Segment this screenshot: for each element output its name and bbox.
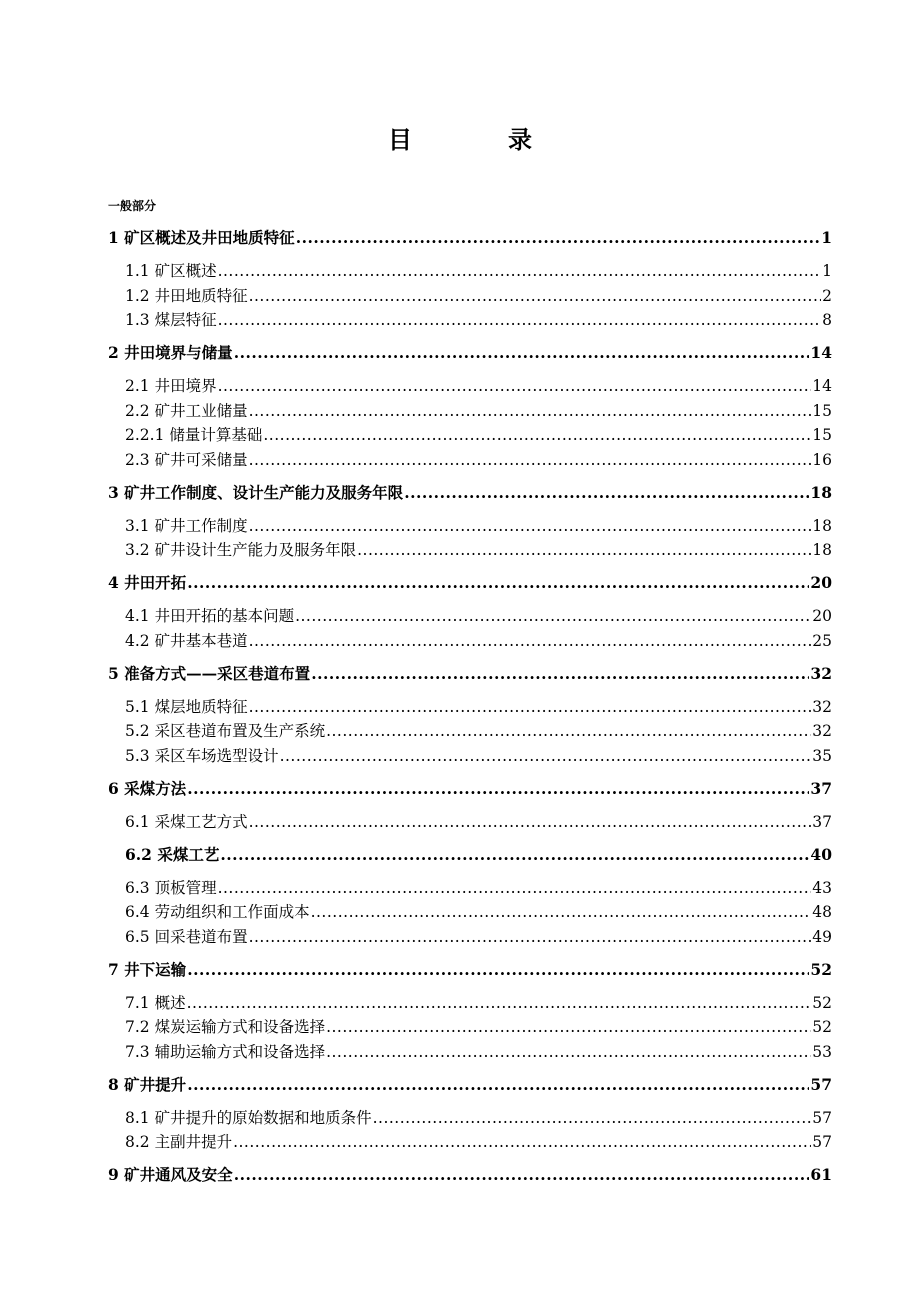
toc-section[interactable] bbox=[108, 538, 832, 563]
toc-label: 7 井下运输 bbox=[108, 959, 187, 979]
toc-label: 4.2 矿井基本巷道 bbox=[125, 631, 248, 650]
toc-section[interactable] bbox=[108, 810, 832, 835]
toc-label: 5.1 煤层地质特征 bbox=[125, 697, 248, 716]
leader-dots bbox=[249, 925, 812, 950]
toc-label: 1.3 煤层特征 bbox=[125, 311, 217, 329]
leader-dots bbox=[187, 1073, 809, 1098]
toc-page-number: 43 bbox=[812, 878, 832, 897]
toc-label: 2.3 矿井可采储量 bbox=[125, 450, 248, 469]
toc-label: 1.1 矿区概述 bbox=[125, 262, 217, 280]
toc-label: 6 采煤方法 bbox=[108, 778, 187, 798]
leader-dots bbox=[404, 481, 809, 506]
toc-chapter-9[interactable] bbox=[108, 1163, 832, 1188]
toc-page-number: 18 bbox=[810, 482, 832, 502]
leader-dots bbox=[311, 662, 809, 687]
leader-dots bbox=[234, 1163, 810, 1188]
toc-section[interactable] bbox=[108, 876, 832, 901]
toc-section[interactable] bbox=[108, 1040, 832, 1065]
toc-page-number: 49 bbox=[812, 927, 832, 946]
toc-page-number: 18 bbox=[812, 541, 832, 559]
toc-chapter-6[interactable] bbox=[108, 777, 832, 802]
leader-dots bbox=[357, 538, 811, 563]
leader-dots bbox=[263, 423, 811, 448]
toc-page-number: 53 bbox=[812, 1042, 832, 1061]
table-of-contents bbox=[108, 226, 832, 1188]
toc-label: 5 准备方式——采区巷道布置 bbox=[108, 663, 311, 683]
toc-page-number: 20 bbox=[812, 607, 832, 625]
toc-page-number: 40 bbox=[810, 844, 832, 864]
toc-page-number: 37 bbox=[810, 778, 832, 798]
toc-page-number: 57 bbox=[810, 1074, 832, 1094]
leader-dots bbox=[249, 399, 812, 424]
toc-page-number: 1 bbox=[821, 228, 832, 247]
toc-page-number: 32 bbox=[812, 697, 832, 716]
toc-label: 7.1 概述 bbox=[125, 993, 186, 1012]
toc-section[interactable] bbox=[108, 374, 832, 399]
leader-dots bbox=[249, 810, 812, 835]
toc-section[interactable] bbox=[108, 900, 832, 925]
toc-section[interactable] bbox=[108, 308, 832, 333]
toc-page-number: 35 bbox=[812, 746, 832, 765]
toc-page-number: 52 bbox=[812, 1018, 832, 1036]
leader-dots bbox=[373, 1106, 812, 1131]
toc-section[interactable] bbox=[108, 284, 832, 309]
toc-page-number: 15 bbox=[812, 426, 832, 444]
toc-page-number: 32 bbox=[812, 722, 832, 740]
toc-page-number: 52 bbox=[810, 959, 832, 979]
leader-dots bbox=[326, 1040, 811, 1065]
leader-dots bbox=[218, 876, 812, 901]
toc-section[interactable] bbox=[108, 1130, 832, 1155]
toc-page-number: 37 bbox=[812, 812, 832, 831]
leader-dots bbox=[326, 719, 811, 744]
leader-dots bbox=[234, 341, 810, 366]
leader-dots bbox=[187, 958, 809, 983]
toc-section[interactable] bbox=[108, 448, 832, 473]
toc-label: 8 矿井提升 bbox=[108, 1074, 187, 1094]
toc-section[interactable] bbox=[108, 629, 832, 654]
leader-dots bbox=[295, 604, 811, 629]
leader-dots bbox=[218, 374, 812, 399]
toc-section[interactable] bbox=[108, 719, 832, 744]
toc-label: 7.2 煤炭运输方式和设备选择 bbox=[125, 1018, 326, 1036]
leader-dots bbox=[296, 226, 821, 251]
toc-section[interactable] bbox=[108, 1015, 832, 1040]
toc-label: 6.5 回采巷道布置 bbox=[125, 927, 248, 946]
toc-page-number: 15 bbox=[812, 401, 832, 420]
toc-chapter-1[interactable] bbox=[108, 226, 832, 251]
toc-page-number: 8 bbox=[822, 311, 832, 329]
toc-section[interactable] bbox=[108, 695, 832, 720]
leader-dots bbox=[326, 1015, 811, 1040]
section-label: 一般部分 bbox=[108, 199, 157, 213]
toc-page-number: 14 bbox=[812, 377, 832, 395]
toc-page-number: 16 bbox=[812, 450, 832, 469]
leader-dots bbox=[249, 629, 812, 654]
toc-label: 2.2.1 储量计算基础 bbox=[125, 426, 263, 444]
leader-dots bbox=[280, 744, 812, 769]
leader-dots bbox=[187, 991, 812, 1016]
toc-label: 5.3 采区车场选型设计 bbox=[125, 746, 279, 765]
leader-dots bbox=[233, 1130, 811, 1155]
toc-page-number: 52 bbox=[812, 993, 832, 1012]
toc-section[interactable] bbox=[108, 259, 832, 284]
toc-chapter-5[interactable] bbox=[108, 662, 832, 687]
toc-page-number: 57 bbox=[812, 1133, 832, 1151]
leader-dots bbox=[249, 514, 812, 539]
leader-dots bbox=[249, 448, 812, 473]
leader-dots bbox=[187, 571, 809, 596]
toc-label: 8.2 主副井提升 bbox=[125, 1133, 233, 1151]
toc-label: 2 井田境界与储量 bbox=[108, 343, 233, 362]
toc-page-number: 57 bbox=[812, 1108, 832, 1127]
toc-label: 8.1 矿井提升的原始数据和地质条件 bbox=[125, 1108, 372, 1127]
toc-page-number: 18 bbox=[812, 516, 832, 535]
toc-label: 7.3 辅助运输方式和设备选择 bbox=[125, 1042, 326, 1061]
toc-section[interactable] bbox=[108, 744, 832, 769]
toc-page-number: 48 bbox=[812, 903, 832, 921]
toc-label: 4.1 井田开拓的基本问题 bbox=[125, 607, 295, 625]
leader-dots bbox=[218, 308, 822, 333]
toc-section[interactable] bbox=[108, 604, 832, 629]
toc-label: 5.2 采区巷道布置及生产系统 bbox=[125, 722, 326, 740]
toc-section[interactable] bbox=[108, 925, 832, 950]
toc-chapter-8[interactable] bbox=[108, 1073, 832, 1098]
leader-dots bbox=[187, 777, 809, 802]
toc-label: 3.1 矿井工作制度 bbox=[125, 516, 248, 535]
toc-page-number: 61 bbox=[810, 1165, 832, 1184]
toc-label: 2.2 矿井工业储量 bbox=[125, 401, 248, 420]
toc-chapter-3[interactable] bbox=[108, 481, 832, 506]
toc-label: 9 矿井通风及安全 bbox=[108, 1165, 233, 1184]
toc-section-bold[interactable] bbox=[108, 843, 832, 868]
toc-chapter-7[interactable] bbox=[108, 958, 832, 983]
toc-section[interactable] bbox=[108, 991, 832, 1016]
toc-label: 6.2 采煤工艺 bbox=[125, 844, 220, 864]
toc-label: 6.3 顶板管理 bbox=[125, 878, 217, 897]
toc-chapter-4[interactable] bbox=[108, 571, 832, 596]
toc-label: 3.2 矿井设计生产能力及服务年限 bbox=[125, 541, 357, 559]
toc-label: 6.4 劳动组织和工作面成本 bbox=[125, 903, 310, 921]
leader-dots bbox=[311, 900, 812, 925]
toc-page-number: 1 bbox=[822, 262, 832, 280]
toc-page-number: 14 bbox=[810, 343, 832, 362]
toc-label: 1 矿区概述及井田地质特征 bbox=[108, 228, 295, 247]
toc-page-number: 32 bbox=[810, 663, 832, 683]
toc-chapter-2[interactable] bbox=[108, 341, 832, 366]
toc-label: 6.1 采煤工艺方式 bbox=[125, 812, 248, 831]
toc-section[interactable] bbox=[108, 423, 832, 448]
page-title: 目 录 bbox=[388, 126, 568, 154]
leader-dots bbox=[249, 695, 812, 720]
leader-dots bbox=[218, 259, 822, 284]
leader-dots bbox=[220, 843, 809, 868]
toc-section[interactable] bbox=[108, 1106, 832, 1131]
toc-label: 4 井田开拓 bbox=[108, 573, 187, 592]
toc-label: 2.1 井田境界 bbox=[125, 377, 217, 395]
toc-page-number: 25 bbox=[812, 631, 832, 650]
toc-label: 3 矿井工作制度、设计生产能力及服务年限 bbox=[108, 482, 404, 502]
toc-section[interactable] bbox=[108, 399, 832, 424]
toc-label: 1.2 井田地质特征 bbox=[125, 286, 248, 305]
toc-page-number: 20 bbox=[810, 573, 832, 592]
leader-dots bbox=[249, 284, 822, 309]
toc-page-number: 2 bbox=[822, 286, 832, 305]
toc-section[interactable] bbox=[108, 514, 832, 539]
